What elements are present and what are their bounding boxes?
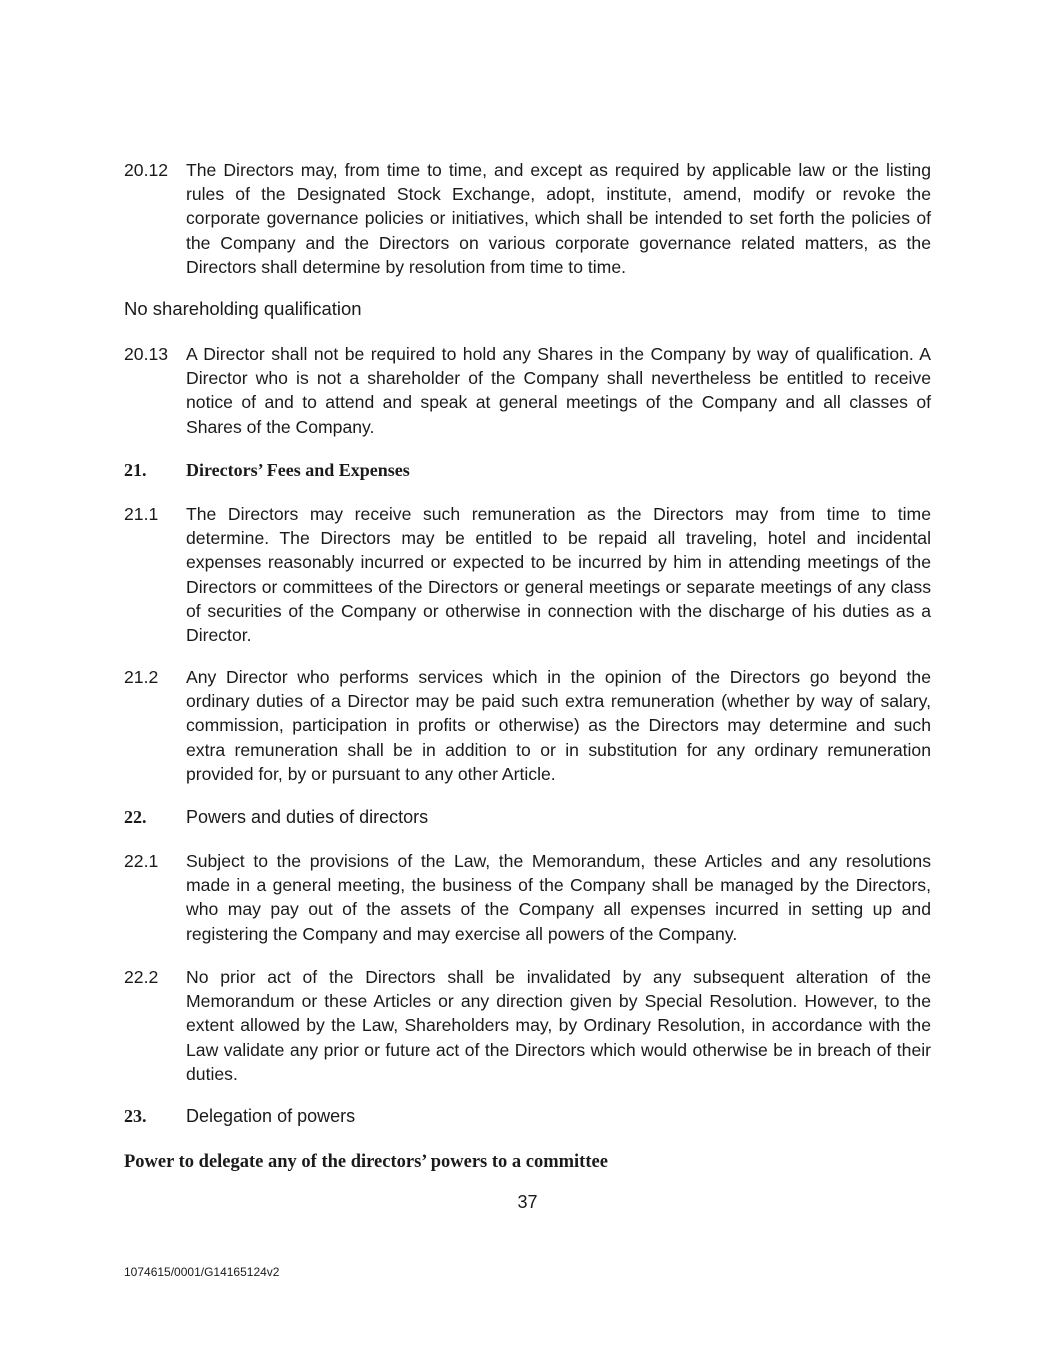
section-21-heading <box>124 458 931 482</box>
clause-text: A Director shall not be required to hold any Shares in the Company by way of qualification. A Director who is not a shareholder of the Company shall nevertheless be entitled to receive notice of and to attend and speak at general meetings of the Company and all classes of Shares of the Company. <box>186 344 931 437</box>
clause-text: Any Director who performs services which in the opinion of the Directors go beyond the ordinary duties of a Director may be paid such extra remuneration (whether by way of salary, commission, participation in profits or otherwise) as the Directors may determine and such extra remuneration shall be in addition to or in substitution for any ordinary remuneration provided for, by or pursuant to any other Article. <box>186 667 931 784</box>
clause-number: 21.1 <box>124 504 159 524</box>
section-number: 23. <box>124 1106 147 1126</box>
clause-21-1 <box>124 502 931 647</box>
clause-20-12 <box>124 158 931 279</box>
clause-text: Subject to the provisions of the Law, the Memorandum, these Articles and any resolutions made in a general meeting, the business of the Company shall be managed by the Directors, who may pay out of the assets of the Company all expenses incurred in setting up and registering the Company and may exercise all powers of the Company. <box>186 851 931 944</box>
section-number: 22. <box>124 807 147 827</box>
clause-number: 21.2 <box>124 667 159 687</box>
clause-text: The Directors may receive such remuneration as the Directors may from time to time determine. The Directors may be entitled to be repaid all traveling, hotel and incidental expenses reasonably incurred or expected to be incurred by him in attending meetings of the Directors or committees of the Directors or general meetings or separate meetings of any class of securities of the Company or otherwise in connection with the discharge of his duties as a Director. <box>186 504 931 646</box>
clause-number: 22.1 <box>124 851 159 871</box>
clause-number: 20.12 <box>124 160 169 180</box>
clause-text: No prior act of the Directors shall be invalidated by any subsequent alteration of the Memorandum or these Articles or any direction given by Special Resolution. However, to the extent allowed by the Law, Shareholders may, by Ordinary Resolution, in accordance with the Law validate any prior or future act of the Directors which would otherwise be in breach of their duties. <box>186 967 931 1084</box>
page-number: 37 <box>517 1192 538 1212</box>
document-reference: 1074615/0001/G14165124v2 <box>124 1265 280 1279</box>
section-title: Delegation of powers <box>186 1106 356 1126</box>
subheading-no-shareholding: No shareholding qualification <box>124 298 362 319</box>
clause-20-13 <box>124 342 931 439</box>
subheading-delegate-powers: Power to delegate any of the directors’ powers to a committee <box>124 1152 608 1172</box>
clause-text: The Directors may, from time to time, and except as required by applicable law or the listing rules of the Designated Stock Exchange, adopt, institute, amend, modify or revoke the corporate governance policies or initiatives, which shall be intended to set forth the policies of the Company and the Directors on various corporate governance related matters, as the Directors shall determine by resolution from time to time. <box>186 160 931 277</box>
section-number: 21. <box>124 460 147 480</box>
clause-22-1 <box>124 849 931 946</box>
clause-22-2 <box>124 965 931 1086</box>
clause-number: 22.2 <box>124 967 159 987</box>
clause-21-2 <box>124 665 931 786</box>
section-title: Directors’ Fees and Expenses <box>186 460 410 480</box>
section-22-heading <box>124 805 931 829</box>
section-title: Powers and duties of directors <box>186 807 429 827</box>
section-23-heading <box>124 1104 931 1128</box>
clause-number: 20.13 <box>124 344 169 364</box>
